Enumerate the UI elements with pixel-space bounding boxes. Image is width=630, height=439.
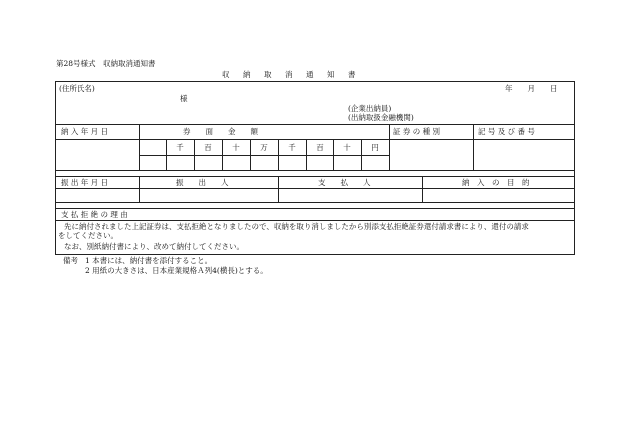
col-drawer: 振 出 人: [176, 178, 229, 187]
table2-header-bottom: [55, 188, 575, 189]
left-border: [55, 81, 56, 255]
address-label: (住所氏名): [59, 84, 95, 93]
table1-digit-row-bottom: [139, 155, 389, 156]
table1-bottom-border: [55, 170, 575, 171]
notice-line-1: 先に納付されました上記証券は、支払拒絶となりましたので、収納を取り消しましたから別添支払拒絶証券還付請求書により、還付の請求: [64, 222, 529, 231]
col-security-type: 証 券 の 種 別: [393, 127, 441, 136]
digit-ten: 十: [343, 143, 351, 152]
remark-2: 2 用紙の大きさは、日本産業規格Ａ列4(横長)とする。: [85, 266, 268, 275]
col-deposit-date: 納 入 年 月 日: [61, 127, 109, 136]
digit-hundred: 百: [316, 143, 324, 152]
table1-divider-3: [473, 124, 474, 170]
reason-bottom-border: [55, 220, 575, 221]
reason-top-border: [55, 208, 575, 209]
digit-thousand-man: 千: [176, 143, 184, 152]
top-border: [55, 81, 575, 82]
digit-thousand: 千: [288, 143, 296, 152]
notice-line-2: をしてください。: [58, 231, 118, 240]
digit-sep: [194, 139, 195, 170]
date-label: 年 月 日: [505, 84, 558, 93]
reason-label: 支 払 拒 絶 の 理 由: [61, 210, 128, 219]
right-border: [574, 81, 575, 255]
digit-sep: [306, 139, 307, 170]
col-issue-date: 振 出 年 月 日: [61, 178, 109, 187]
table1-top-border: [55, 124, 575, 125]
digit-man: 万: [260, 143, 268, 152]
table2-top-border: [55, 176, 575, 177]
col-symbol-number: 記 号 及 び 番 号: [478, 127, 535, 136]
notice-line-3: なお、別紙納付書により、改めて納付してください。: [64, 242, 244, 251]
table2-divider-2: [278, 176, 279, 202]
honorific: 様: [180, 94, 188, 103]
digit-sep: [361, 139, 362, 170]
table1-divider-1: [139, 124, 140, 170]
digit-sep: [250, 139, 251, 170]
digit-sep: [333, 139, 334, 170]
issuer-line-2: (出納取扱金融機関): [348, 113, 414, 122]
col-purpose: 納 入 の 目 的: [462, 178, 530, 187]
digit-sep: [278, 139, 279, 170]
remarks-label: 備考: [63, 256, 78, 265]
bottom-border: [55, 254, 575, 255]
table2-divider-3: [422, 176, 423, 202]
table2-divider-1: [139, 176, 140, 202]
remark-1: 1 本書には、納付書を添付すること。: [85, 256, 213, 265]
table1-divider-2: [389, 124, 390, 170]
col-payer: 支 払 人: [318, 178, 371, 187]
table2-bottom-border: [55, 202, 575, 203]
table1-header-bottom: [55, 139, 575, 140]
digit-ten-man: 十: [232, 143, 240, 152]
digit-sep: [222, 139, 223, 170]
digit-sep: [166, 139, 167, 170]
issuer-line-1: (企業出納員): [348, 104, 392, 113]
form-number: 第28号様式 収納取消通知書: [56, 59, 156, 68]
digit-hundred-man: 百: [204, 143, 212, 152]
col-face-amount: 券 面 金 額: [183, 127, 258, 136]
digit-yen: 円: [371, 143, 379, 152]
document-title: 収 納 取 消 通 知 書: [222, 70, 359, 79]
